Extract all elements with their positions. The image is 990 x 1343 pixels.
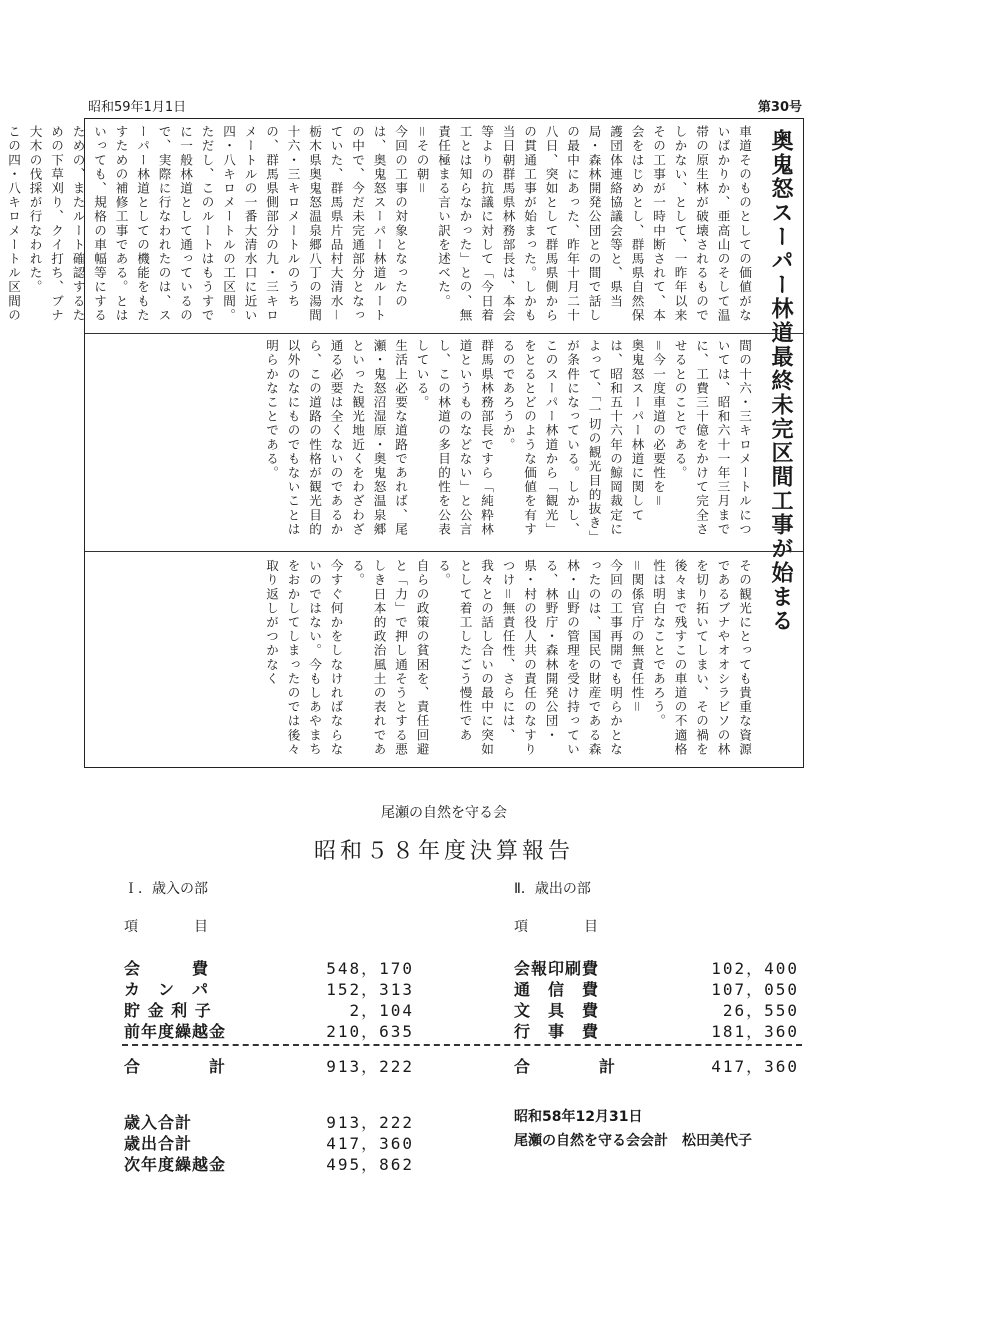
article-paragraph: 車道そのものとしての価値がないばかりか、亜高山のそして温帯の原生林が破壊されるものでしかない、として、一昨年以来その工事が一時中断されて、本会をはじめとし、群馬県自然保護団体連絡協議会等と、県当局・森林開発公団との間で話しの最中にあった、昨年十月二十八日、突如として群馬県側からの貫通工事が始まった。しかも当日朝群馬県林務部長は、本会等よりの抗議に対して「今日着工とは知らなかった」との、無責任極まる言い訳を述べた。	[436, 125, 752, 323]
income-row	[124, 956, 414, 977]
issue-number: 第30号	[757, 100, 802, 115]
summary-row	[124, 1152, 414, 1173]
expense-item: 会報印刷費	[514, 959, 600, 978]
summary-amount: 913，222	[326, 1113, 414, 1132]
report-title: 昭和５８年度決算報告	[313, 839, 574, 864]
expense-row	[514, 998, 799, 1019]
article-paragraph: 群馬県林務部長ですら「純粋林道というものなどない」と公言し、この林道の多目的性を公表している。	[414, 339, 494, 537]
income-amount: 152，313	[326, 980, 414, 999]
summary-label: 次年度繰越金	[124, 1155, 227, 1174]
summary-label: 歳出合計	[124, 1134, 193, 1153]
summary-table	[124, 1110, 414, 1173]
article-tier-3	[261, 559, 756, 763]
expense-item: 通 信 費	[514, 980, 600, 999]
income-row	[124, 998, 414, 1019]
income-item: 前年度繰越金	[124, 1022, 227, 1041]
expense-amount: 107，050	[711, 980, 799, 999]
article-frame	[6, 118, 804, 768]
income-heading: Ｉ．歳入の部	[124, 881, 208, 897]
report-signer: 尾瀬の自然を守る会会計 松田美代子	[514, 1133, 752, 1149]
tier-divider	[85, 333, 803, 334]
article-title: 奥鬼怒スーパー林道最終未完区間工事が始まる	[768, 129, 793, 633]
expense-row	[514, 1019, 799, 1040]
article-subheading: ＝今一度車道の必要性を＝	[651, 339, 666, 509]
income-total-amount: 913，222	[326, 1057, 414, 1076]
report-date: 昭和58年12月31日	[514, 1109, 643, 1125]
income-column-header: 項 目	[124, 919, 208, 935]
article-subheading: ＝関係官庁の無責任性＝	[629, 559, 645, 715]
income-item: カ ン パ	[124, 980, 210, 999]
income-table	[124, 956, 414, 1040]
article-paragraph: 奥鬼怒スーパー林道に関しては、昭和五十六年の鯨岡裁定によって、「一切の観光目的抜き」が条件になっている。しかし、このスーパー林道から「観光」をとるとどのような価値を有するのであろうか。	[500, 339, 645, 538]
expense-total-row	[514, 1054, 799, 1075]
expense-total	[514, 1054, 799, 1075]
article-paragraph: 今回の工事再開でも明らかとなったのは、国民の財産である森林・山野の管理を受け持っている、林野庁・森林開発公団・県・村の役人共の責任のなすりつけ＝無責任性、さらには、我々との話し合いの最中に突如として着工したごう慢性である。	[436, 559, 623, 757]
article-paragraph: 自らの政策の貧困を、責任回避と「力」で押し通そうとする悪しき日本的政治風土の表れである。	[350, 559, 430, 757]
income-total-label: 合 計	[124, 1057, 227, 1076]
expense-amount: 26，550	[722, 1001, 799, 1020]
header-date: 昭和59年1月1日	[88, 100, 187, 115]
expense-item: 行 事 費	[514, 1022, 600, 1041]
article-paragraph: 間の十六・三キロメートルについては、昭和六十一年三月までに、工費三十億をかけて完全させるとのことである。	[672, 339, 752, 537]
article-paragraph: 今すぐ何かをしなければならないのではない。今もしあやまちをおかしてしまったのでは後々取り返しがつかなく	[264, 559, 344, 757]
expense-item: 文 具 費	[514, 1001, 600, 1020]
income-row	[124, 1019, 414, 1040]
expense-amount: 181，360	[711, 1022, 799, 1041]
income-amount: 2，104	[349, 1001, 414, 1020]
expense-row	[514, 977, 799, 998]
article-paragraph: 今回の工事の対象となったのは、奥鬼怒スーパー林道ルートの中で、今だ未完通部分となっていた、群馬県片品村大清水－栃木県奥鬼怒温泉郷八丁の湯間十六・三キロメートルのうちの、群馬県側部分の九・三キロメートルの一番大清水口に近い四・八キロメートルの工区間。ただし、このルートはもうすでに一般林道として通っているので、実際に行なわれたのは、スーパー林道としての機能をもたすための補修工事である。とはいっても、規格の車幅等にするための、またルート確認するための下草刈り、クイ打ち、ブナ大木の伐採が行なわれた。	[27, 125, 408, 323]
article-subheading: ＝その朝＝	[414, 125, 430, 196]
expense-heading: Ⅱ．歳出の部	[514, 881, 591, 897]
income-amount: 548，170	[326, 959, 414, 978]
totals-divider	[122, 1044, 802, 1046]
article-tier-2	[261, 339, 756, 543]
income-total-row	[124, 1054, 414, 1075]
summary-label: 歳入合計	[124, 1113, 193, 1132]
summary-row	[124, 1131, 414, 1152]
summary-row	[124, 1110, 414, 1131]
income-row	[124, 977, 414, 998]
expense-amount: 102，400	[711, 959, 799, 978]
summary-amount: 495，862	[326, 1155, 414, 1174]
article-paragraph: その観光にとっても貴重な資源であるブナやオオシラビソの林を切り拓いてしまい、その禍を後々まで残すこの車道の不適格性は明白なことであろう。	[651, 559, 752, 757]
expense-column-header: 項 目	[514, 919, 598, 935]
expense-total-amount: 417，360	[711, 1057, 799, 1076]
article-tier-1	[0, 125, 755, 329]
expense-row	[514, 956, 799, 977]
income-item: 会 費	[124, 959, 210, 978]
income-total	[124, 1054, 414, 1075]
summary-amount: 417，360	[326, 1134, 414, 1153]
report-organization: 尾瀬の自然を守る会	[381, 805, 507, 821]
expense-total-label: 合 計	[514, 1057, 617, 1076]
income-amount: 210，635	[326, 1022, 414, 1041]
article-paragraph: この四・八キロメートル区間の	[6, 125, 21, 323]
expense-table	[514, 956, 799, 1040]
income-item: 貯 金 利 子	[124, 1001, 212, 1020]
article-paragraph: 生活上必要な道路であれば、尾瀬・鬼怒沼湿原・奥鬼怒温泉郷といった観光地近くをわざわざ通る必要は全くないのであるから、この道路の性格が観光目的以外のなにものでもないことは明らかなことである。	[264, 339, 408, 537]
tier-divider	[85, 551, 803, 552]
